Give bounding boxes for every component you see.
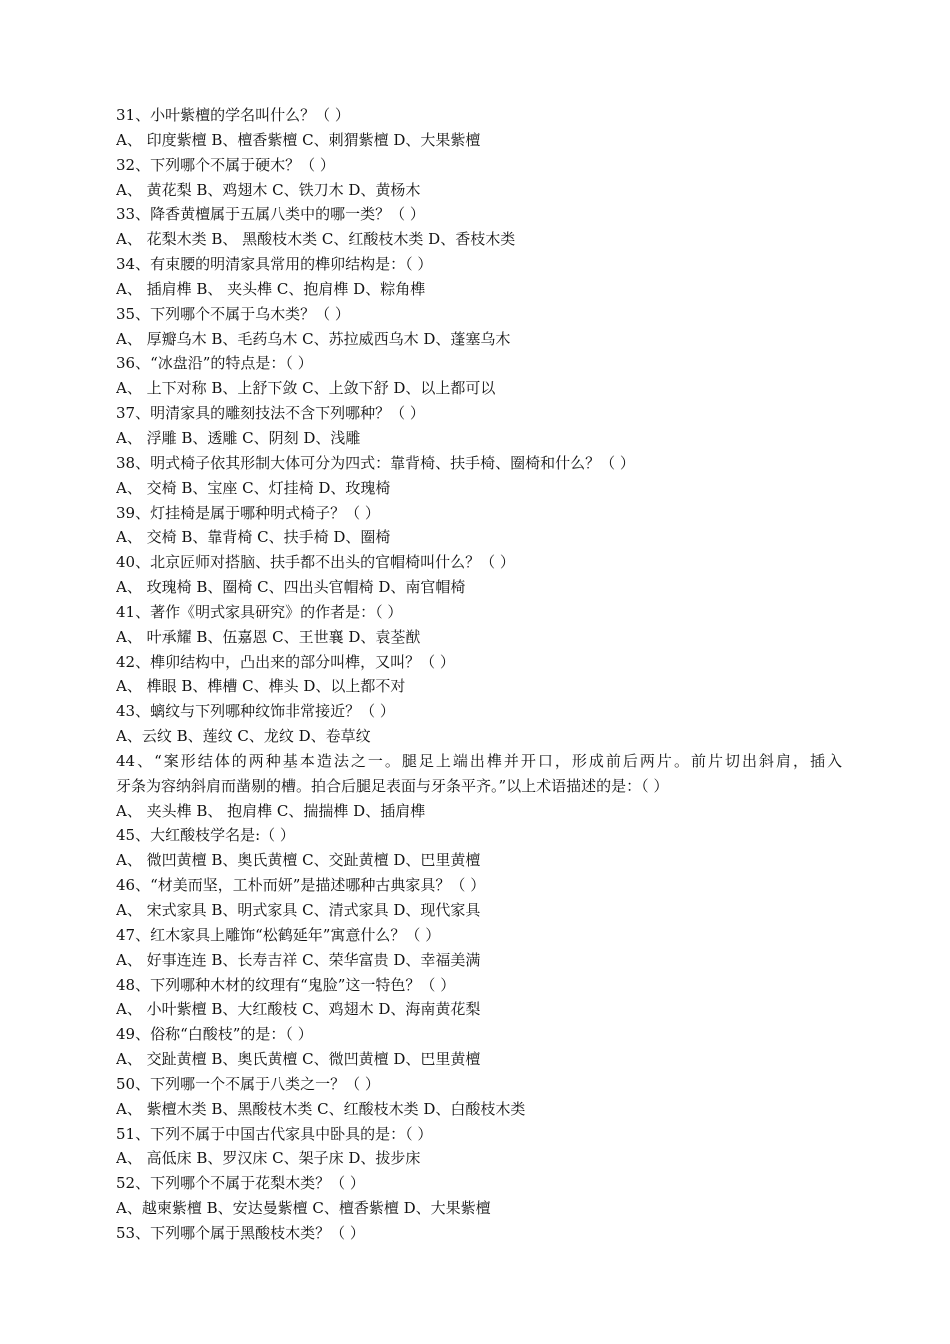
question-line: 33、降香黄檀属于五属八类中的哪一类？（ ） bbox=[116, 205, 425, 224]
question-line: 41、著作《明式家具研究》的作者是：（ ） bbox=[116, 602, 403, 621]
answer-options-line: A、 插肩榫 B、 夹头榫 C、抱肩榫 D、粽角榫 bbox=[116, 279, 426, 298]
question-list bbox=[116, 103, 842, 1246]
question-line: 48、下列哪种木材的纹理有“鬼脸”这一特色？（ ） bbox=[116, 975, 456, 994]
question-line: 34、有束腰的明清家具常用的榫卯结构是：（ ） bbox=[116, 255, 433, 274]
question-line: 50、下列哪一个不属于八类之一？（ ） bbox=[116, 1074, 380, 1093]
question-line: 39、灯挂椅是属于哪种明式椅子？（ ） bbox=[116, 503, 380, 522]
question-line: 42、榫卯结构中，凸出来的部分叫榫，又叫？（ ） bbox=[116, 652, 455, 671]
question-line: 51、下列不属于中国古代家具中卧具的是：（ ） bbox=[116, 1124, 433, 1143]
answer-options-line: A、 微凹黄檀 B、奥氏黄檀 C、交趾黄檀 D、巴里黄檀 bbox=[116, 851, 481, 870]
question-line: 40、北京匠师对搭脑、扶手都不出头的官帽椅叫什么？（ ） bbox=[116, 553, 515, 572]
question-line: 46、“材美而坚，工朴而妍”是描述哪种古典家具？（ ） bbox=[116, 876, 486, 895]
answer-options-line: A、 交趾黄檀 B、奥氏黄檀 C、微凹黄檀 D、巴里黄檀 bbox=[116, 1050, 481, 1069]
question-line: 32、下列哪个不属于硬木？（ ） bbox=[116, 155, 335, 174]
question-line: 47、红木家具上雕饰“松鹤延年”寓意什么？（ ） bbox=[116, 925, 441, 944]
answer-options-line: A、 玫瑰椅 B、圈椅 C、四出头官帽椅 D、南官帽椅 bbox=[116, 578, 466, 597]
answer-options-line: A、 高低床 B、罗汉床 C、架子床 D、拔步床 bbox=[116, 1149, 421, 1168]
answer-options-line: A、 交椅 B、靠背椅 C、扶手椅 D、圈椅 bbox=[116, 528, 391, 547]
answer-options-line: A、 夹头榫 B、 抱肩榫 C、揣揣榫 D、插肩榫 bbox=[116, 801, 426, 820]
question-line: 35、下列哪个不属于乌木类？（ ） bbox=[116, 304, 350, 323]
question-line: 49、俗称“白酸枝”的是：（ ） bbox=[116, 1025, 313, 1044]
answer-options-line: A、 榫眼 B、榫槽 C、榫头 D、以上都不对 bbox=[116, 677, 406, 696]
answer-options-line: A、 交椅 B、宝座 C、灯挂椅 D、玫瑰椅 bbox=[116, 478, 391, 497]
question-line: 牙条为容纳斜肩而凿剔的槽。拍合后腿足表面与牙条平齐。”以上术语描述的是：（ ） bbox=[116, 776, 669, 795]
question-line: 31、小叶紫檀的学名叫什么？（ ） bbox=[116, 106, 350, 124]
question-line: 53、下列哪个属于黑酸枝木类？（ ） bbox=[116, 1223, 365, 1242]
question-line: 44、“案形结体的两种基本造法之一。腿足上端出榫并开口，形成前后两片。前片切出斜肩，插入 bbox=[116, 751, 842, 770]
question-line: 37、明清家具的雕刻技法不含下列哪种？（ ） bbox=[116, 404, 425, 423]
answer-options-line: A、 紫檀木类 B、黑酸枝木类 C、红酸枝木类 D、白酸枝木类 bbox=[116, 1099, 526, 1118]
question-line: 36、“冰盘沿”的特点是：（ ） bbox=[116, 354, 313, 373]
answer-options-line: A、 厚瓣乌木 B、毛药乌木 C、苏拉威西乌木 D、蓬塞乌木 bbox=[116, 329, 511, 348]
question-line: 43、螭纹与下列哪种纹饰非常接近？（ ） bbox=[116, 702, 395, 721]
question-line: 52、下列哪个不属于花梨木类？（ ） bbox=[116, 1174, 365, 1193]
answer-options-line: A、云纹 B、莲纹 C、龙纹 D、卷草纹 bbox=[116, 727, 371, 746]
answer-options-line: A、 宋式家具 B、明式家具 C、清式家具 D、现代家具 bbox=[116, 901, 481, 919]
question-line: 45、大红酸枝学名是:（ ） bbox=[116, 826, 295, 845]
answer-options-line: A、 印度紫檀 B、檀香紫檀 C、刺猬紫檀 D、大果紫檀 bbox=[116, 130, 481, 149]
answer-options-line: A、 上下对称 B、上舒下敛 C、上敛下舒 D、以上都可以 bbox=[116, 379, 496, 398]
answer-options-line: A、 小叶紫檀 B、大红酸枝 C、鸡翅木 D、海南黄花梨 bbox=[116, 1000, 481, 1019]
answer-options-line: A、 叶承耀 B、伍嘉恩 C、王世襄 D、袁荃猷 bbox=[116, 627, 421, 646]
answer-options-line: A、越柬紫檀 B、安达曼紫檀 C、檀香紫檀 D、大果紫檀 bbox=[116, 1199, 491, 1218]
answer-options-line: A、 黄花梨 B、鸡翅木 C、铁刀木 D、黄杨木 bbox=[116, 180, 421, 199]
answer-options-line: A、 花梨木类 B、 黑酸枝木类 C、红酸枝木类 D、香枝木类 bbox=[116, 230, 516, 249]
answer-options-line: A、 浮雕 B、透雕 C、阴刻 D、浅雕 bbox=[116, 428, 361, 447]
question-line: 38、明式椅子依其形制大体可分为四式：靠背椅、扶手椅、圈椅和什么？（ ） bbox=[116, 453, 635, 472]
answer-options-line: A、 好事连连 B、长寿吉祥 C、荣华富贵 D、幸福美满 bbox=[116, 950, 481, 969]
